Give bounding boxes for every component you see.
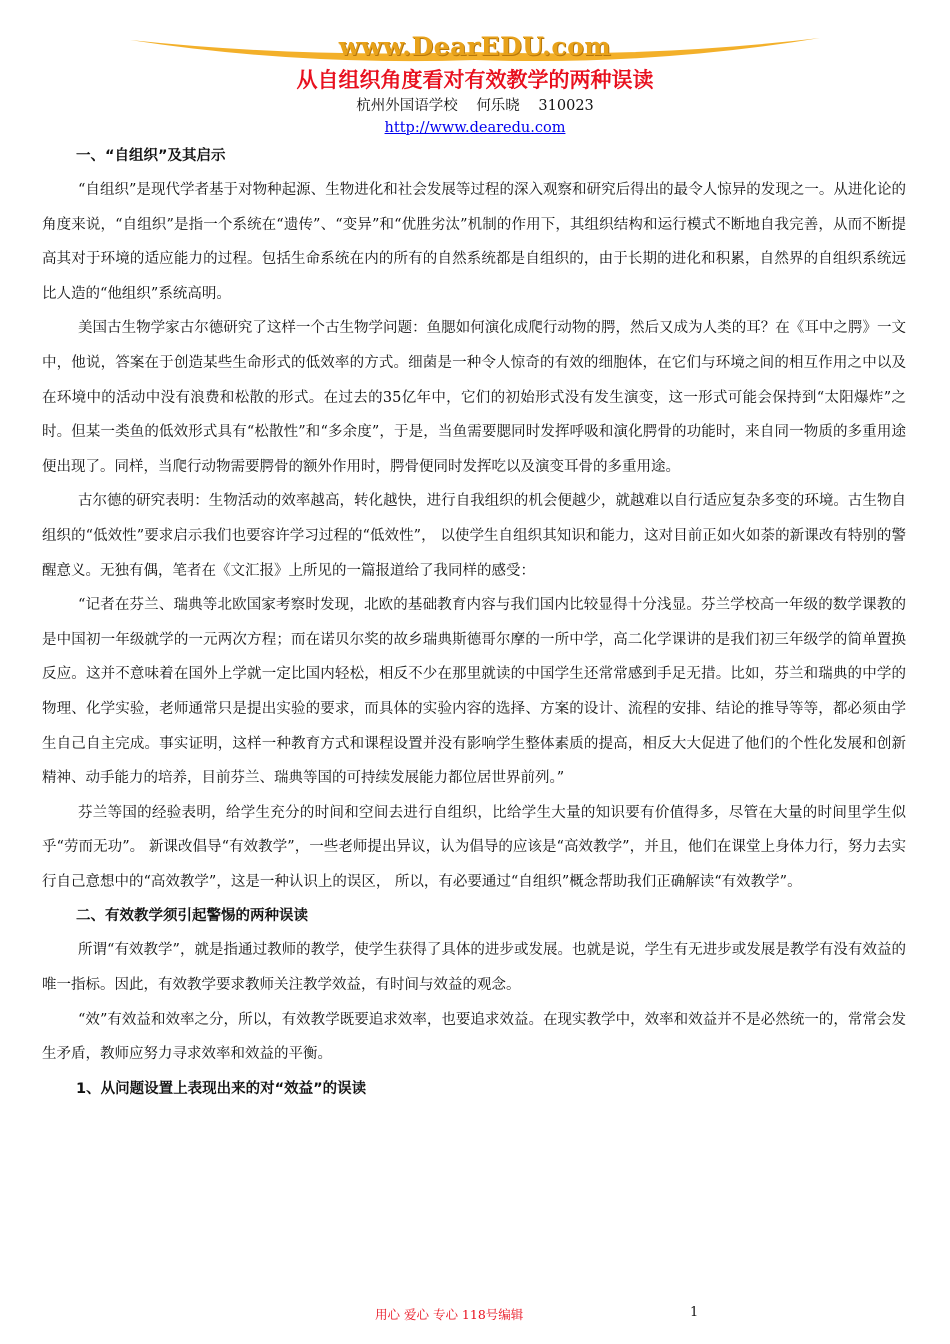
source-link[interactable]: http://www.dearedu.com bbox=[384, 120, 566, 136]
site-banner bbox=[130, 30, 820, 66]
quote-paragraph: “记者在芬兰、瑞典等北欧国家考察时发现，北欧的基础教育内容与我们国内比较显得十分浅显。芬兰学校高一年级的数学课教的是中国初一年级就学的一元两次方程；而在诺贝尔奖的故乡瑞典斯德哥尔摩的一所中学，高二化学课讲的是我们初三年级学的简单置换反应。这并不意味着在国外上学就一定比国内轻松，相反不少在那里就读的中国学生还常常感到手足无措。比如，芬兰和瑞典的中学的物理、化学实验，老师通常只是提出实验的要求，而具体的实验内容的选择、方案的设计、流程的安排、结论的推导等等，都必须由学生自己自主完成。事实证明，这样一种教育方式和课程设置并没有影响学生整体素质的提高，相反大大促进了他们的个性化发展和创新精神、动手能力的培养，目前芬兰、瑞典等国的可持续发展能力都位居世界前列。” bbox=[42, 597, 906, 787]
author-line bbox=[0, 94, 950, 115]
document-title: 从自组织角度看对有效教学的两种误读 bbox=[296, 68, 654, 92]
paragraph: 美国古生物学家古尔德研究了这样一个古生物学问题：鱼腮如何演化成爬行动物的腭，然后又成为人类的耳？在《耳中之腭》一文中，他说，答案在于创造某些生命形式的低效率的方式。细菌是一种令人惊奇的有效的细胞体，在它们与环境之间的相互作用之中以及在环境中的活动中没有浪费和松散的形式。在过去的35亿年中，它们的初始形式没有发生演变，这一形式可能会保持到“太阳爆炸”之时。但某一类鱼的低效形式具有“松散性”和“多余度”，于是，当鱼需要腮同时发挥呼吸和演化腭骨的功能时，来自同一物质的多重用途便出现了。同样，当爬行动物需要腭骨的额外作用时，腭骨便同时发挥吃以及演变耳骨的多重用途。 bbox=[42, 320, 906, 475]
subsection-heading-1: 1、从问题设置上表现出来的对“效益”的误读 bbox=[76, 1080, 367, 1097]
paragraph: “自组织”是现代学者基于对物种起源、生物进化和社会发展等过程的深入观察和研究后得出的最令人惊异的发现之一。从进化论的角度来说，“自组织”是指一个系统在“遗传”、“变异”和“优胜劣汰”机制的作用下，其组织结构和运行模式不断地自我完善，从而不断提高其对于环境的适应能力的过程。包括生命系统在内的所有的自然系统都是自组织的，由于长期的进化和积累，自然界的自组织系统远比人造的“他组织”系统高明。 bbox=[42, 182, 906, 302]
document-body bbox=[42, 145, 906, 1100]
paragraph: 所谓“有效教学”，就是指通过教师的教学，使学生获得了具体的进步或发展。也就是说，学生有无进步或发展是教学有没有效益的唯一指标。因此，有效教学要求教师关注教学效益，有时间与效益的观念。 bbox=[42, 942, 906, 994]
page-number: 1 bbox=[690, 1305, 699, 1320]
author-name: 何乐晓 bbox=[476, 98, 520, 114]
site-logo-text: www.DearEDU.com bbox=[338, 32, 612, 61]
section-heading-1: 一、“自组织”及其启示 bbox=[76, 148, 226, 164]
footer-note: 用心 爱心 专心 118号编辑 bbox=[375, 1307, 524, 1322]
paragraph: 古尔德的研究表明：生物活动的效率越高，转化越快，进行自我组织的机会便越少，就越难以自行适应复杂多变的环境。古生物自组织的“低效性”要求启示我们也要容许学习过程的“低效性”， 以使学生自组织其知识和能力，这对目前正如火如荼的新课改有特别的警醒意义。无独有偶，笔者在《文汇报》上所见的一篇报道给了我同样的感受： bbox=[42, 493, 906, 579]
paragraph: “效”有效益和效率之分，所以，有效教学既要追求效率，也要追求效益。在现实教学中，效率和效益并不是必然统一的，常常会发生矛盾，教师应努力寻求效率和效益的平衡。 bbox=[42, 1011, 906, 1063]
section-heading-2: 二、有效教学须引起警惕的两种误读 bbox=[76, 908, 308, 925]
author-postcode: 310023 bbox=[538, 98, 594, 114]
paragraph: 芬兰等国的经验表明，给学生充分的时间和空间去进行自组织，比给学生大量的知识要有价值得多，尽管在大量的时间里学生似乎“劳而无功”。 新课改倡导“有效教学”，一些老师提出异议，认为倡导的应该是“高效教学”，并且，他们在课堂上身体力行，努力去实行自己意想中的“高效教学”，这是一种认识上的误区， 所以，有必要通过“自组织”概念帮助我们正确解读“有效教学”。 bbox=[42, 804, 906, 890]
author-school: 杭州外国语学校 bbox=[356, 98, 458, 114]
url-line bbox=[0, 120, 950, 136]
